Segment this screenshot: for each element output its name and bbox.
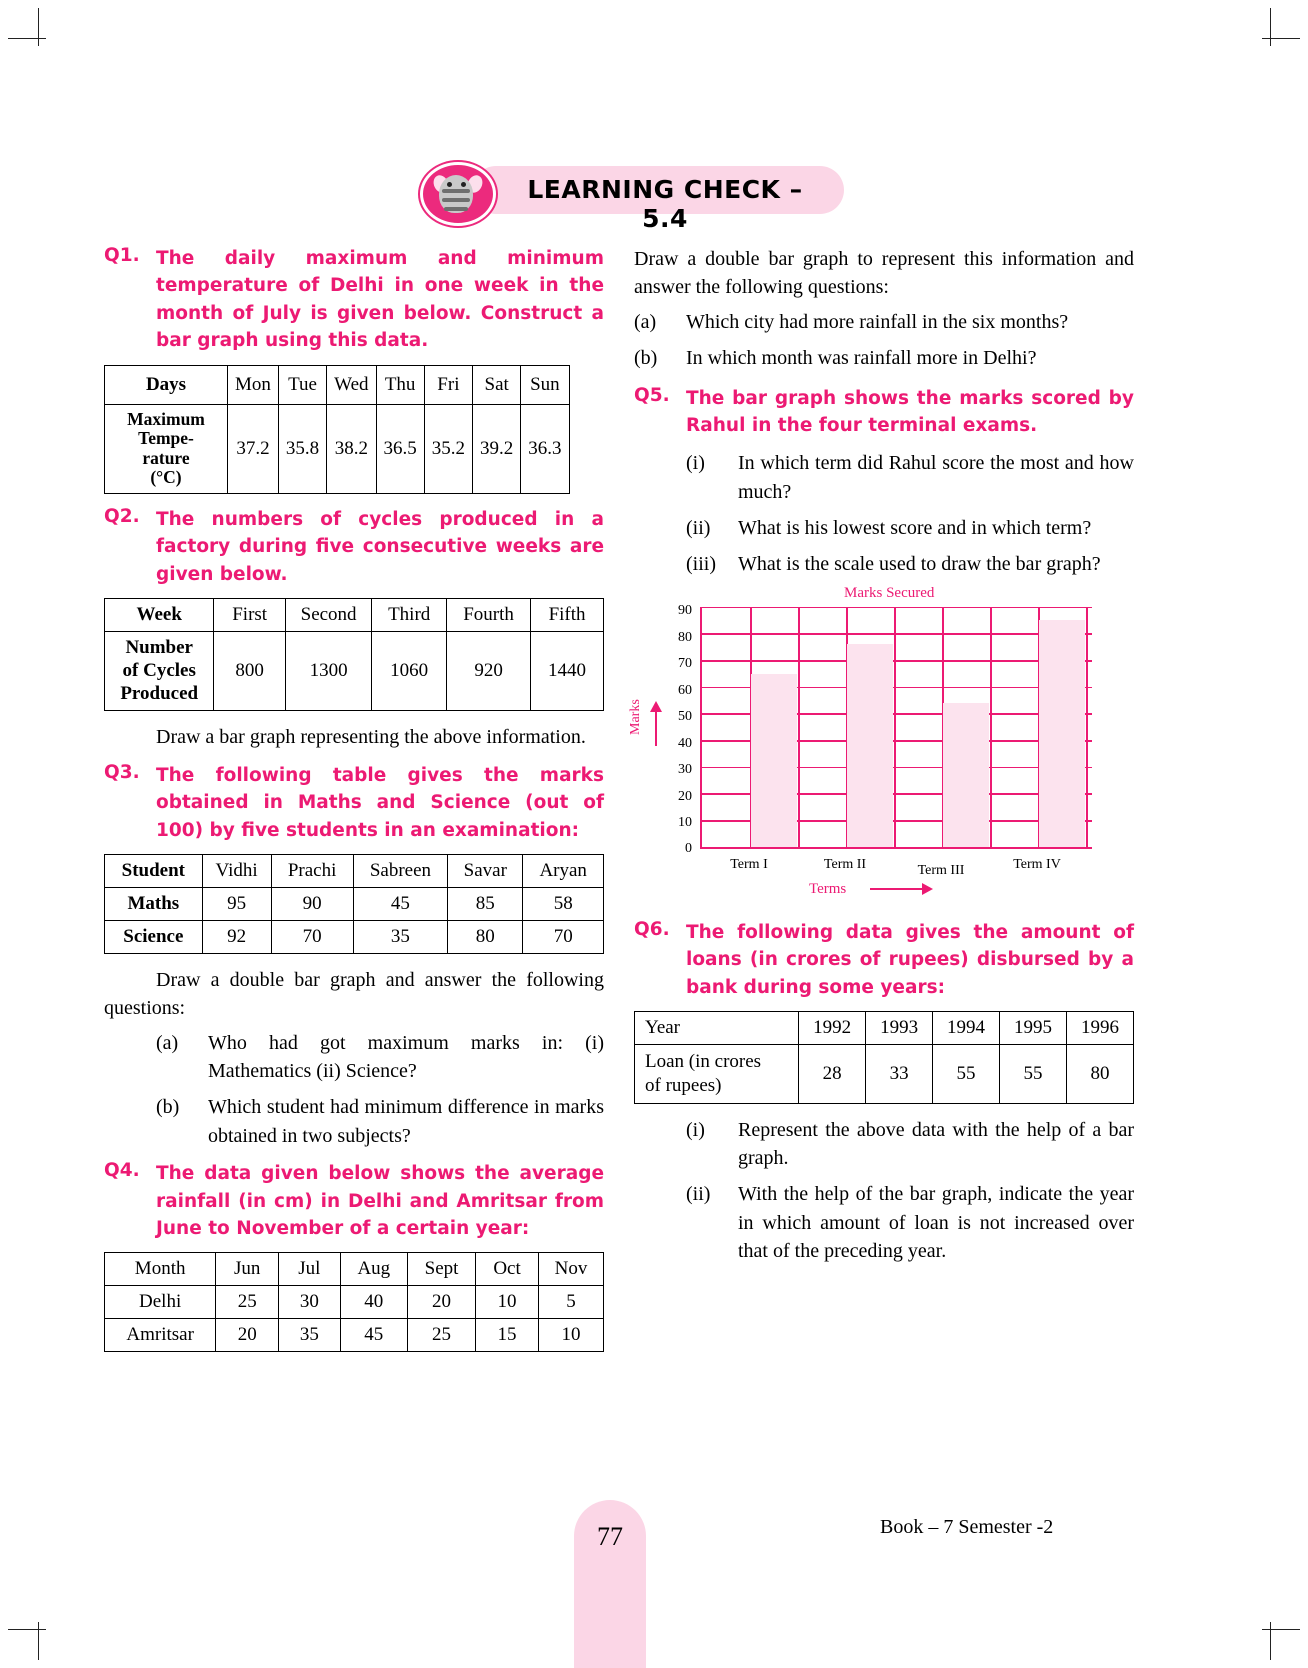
y-tick: 50 <box>678 708 692 724</box>
footer-book-info: Book – 7 Semester -2 <box>880 1516 1054 1538</box>
q4-option-b <box>634 344 1134 372</box>
crop-mark <box>38 8 39 46</box>
t2-h-line1: Number <box>125 637 193 658</box>
marks-bar-chart <box>628 584 1114 905</box>
q5-ii-text: What is his lowest score and in which term? <box>738 517 1092 540</box>
x-axis-arrow-line <box>870 888 922 890</box>
q3-b-text: Which student had minimum difference in marks obtained in two subjects? <box>208 1096 604 1147</box>
q6-option-ii <box>686 1180 1134 1265</box>
table-cell: 25 <box>408 1319 476 1352</box>
t2-h-line2: of Cycles <box>122 659 196 681</box>
table-cell: 30 <box>279 1286 340 1319</box>
table-cell: 28 <box>799 1045 866 1104</box>
crop-mark <box>8 1629 46 1630</box>
t3-row3-header: Science <box>105 920 203 953</box>
t3-row2-header: Maths <box>105 887 203 920</box>
crop-mark <box>1270 1622 1271 1660</box>
table-cell: Nov <box>539 1253 604 1286</box>
table-cell: 20 <box>216 1319 279 1352</box>
table-cycles <box>104 598 604 711</box>
table-row <box>635 1012 1134 1045</box>
t1-row2-header <box>105 404 228 493</box>
q3-option-b <box>156 1093 604 1150</box>
table-cell: Oct <box>475 1253 538 1286</box>
banner-title: LEARNING CHECK – 5.4 <box>527 175 803 233</box>
table-cell: 45 <box>340 1319 408 1352</box>
t1-h-line3: rature <box>142 447 190 468</box>
table-cell: 36.5 <box>376 404 424 493</box>
t4-row1-header: Month <box>105 1253 216 1286</box>
table-cell: 1300 <box>285 632 371 711</box>
table-cell: 90 <box>271 887 353 920</box>
table-cell: Aug <box>340 1253 408 1286</box>
right-column <box>628 245 1134 1268</box>
y-axis-arrow-line <box>655 712 657 746</box>
q6-text: The following data gives the amount of loans (in crores of rupees) disbursed by a bank during some years: <box>686 921 1134 998</box>
q2-number: Q2. <box>104 505 140 527</box>
q4-b-text: In which month was rainfall more in Delhi? <box>686 347 1037 370</box>
y-tick: 20 <box>678 788 692 804</box>
q4-number: Q4. <box>104 1160 140 1182</box>
table-cell: 33 <box>866 1045 933 1104</box>
q4-b-label: (b) <box>634 347 658 370</box>
table-row <box>105 404 570 493</box>
q6-ii-text: With the help of the bar graph, indicate the year in which amount of loan is not increased over that of the preceding year. <box>738 1183 1134 1263</box>
table-cell: 1440 <box>531 632 604 711</box>
q5-i-text: In which term did Rahul score the most and how much? <box>738 452 1134 503</box>
table-cell: Sun <box>521 365 569 404</box>
t5-h-line2: of rupees) <box>645 1074 722 1096</box>
table-cell: 70 <box>523 920 604 953</box>
table-cell: 35 <box>279 1319 340 1352</box>
x-axis-arrow-icon <box>922 883 933 895</box>
q3-text: The following table gives the marks obtained in Maths and Science (out of 100) by five students in an examination: <box>156 764 604 841</box>
t1-row1-header: Days <box>105 365 228 404</box>
table-cell: 40 <box>340 1286 408 1319</box>
y-tick: 80 <box>678 629 692 645</box>
t2-row2-header <box>105 632 214 711</box>
table-cell: Sabreen <box>353 854 447 887</box>
table-cell: 70 <box>271 920 353 953</box>
t5-h-line1: Loan (in crores <box>645 1051 762 1072</box>
page-number: 77 <box>597 1522 623 1551</box>
table-row <box>105 854 604 887</box>
table-cell: 5 <box>539 1286 604 1319</box>
table-cell: Aryan <box>523 854 604 887</box>
table-row <box>105 1286 604 1319</box>
table-cell: Jul <box>279 1253 340 1286</box>
table-cell: 55 <box>933 1045 1000 1104</box>
table-cell: 38.2 <box>327 404 376 493</box>
bar-term-1 <box>751 674 797 847</box>
y-axis-label: Marks <box>628 699 643 735</box>
table-cell: First <box>214 599 285 632</box>
t1-h-line1: Maximum <box>127 408 205 429</box>
table-cell: 1060 <box>372 632 447 711</box>
x-tick: Term II <box>823 856 867 872</box>
x-axis-label: Terms <box>809 880 847 897</box>
table-cell: Jun <box>216 1253 279 1286</box>
table-cell: Fifth <box>531 599 604 632</box>
q2-after-text: Draw a bar graph representing the above information. <box>156 726 586 749</box>
table-cell: Fri <box>424 365 472 404</box>
q6-i-label: (i) <box>686 1118 705 1141</box>
table-cell: 1996 <box>1066 1012 1133 1045</box>
table-cell: 58 <box>523 887 604 920</box>
table-cell: 15 <box>475 1319 538 1352</box>
table-cell: Sat <box>473 365 521 404</box>
table-row <box>635 1045 1134 1104</box>
q5-i-label: (i) <box>686 452 705 475</box>
q5-option-i <box>686 449 1134 506</box>
q6-i-text: Represent the above data with the help of a bar graph. <box>738 1118 1134 1169</box>
t5-row1-header: Year <box>635 1012 799 1045</box>
table-cell: Tue <box>278 365 326 404</box>
question-6 <box>634 919 1134 1001</box>
crop-mark <box>8 38 46 39</box>
q3-a-label: (a) <box>156 1031 179 1054</box>
table-cell: Third <box>372 599 447 632</box>
table-cell: 10 <box>539 1319 604 1352</box>
table-cell: Savar <box>448 854 523 887</box>
table-cell: 1992 <box>799 1012 866 1045</box>
crop-mark <box>38 1622 39 1660</box>
q1-number: Q1. <box>104 245 140 266</box>
table-cell: 35.8 <box>278 404 326 493</box>
q3-number: Q3. <box>104 761 140 783</box>
q3-b-label: (b) <box>156 1096 180 1119</box>
question-3 <box>104 762 604 844</box>
q1-text: The daily maximum and minimum temperature of Delhi in one week in the month of July is given below. Construct a bar graph using this data. <box>156 248 604 352</box>
q4-text: The data given below shows the average rainfall (in cm) in Delhi and Amritsar from June to November of a certain year: <box>156 1163 604 1239</box>
t5-row2-header <box>635 1045 799 1104</box>
t1-h-line4: (°C) <box>150 467 182 488</box>
crop-mark <box>1270 8 1271 46</box>
q4-after-text: Draw a double bar graph to represent this information and answer the following questions: <box>634 248 1134 299</box>
table-row <box>105 1253 604 1286</box>
table-cell: 25 <box>216 1286 279 1319</box>
table-cell: Wed <box>327 365 376 404</box>
chart-plot-area <box>700 607 1092 849</box>
question-1 <box>104 245 604 355</box>
table-cell: 1995 <box>1000 1012 1067 1045</box>
table-cell: 35 <box>353 920 447 953</box>
table-loans <box>634 1011 1134 1104</box>
bee-icon <box>420 162 496 226</box>
table-cell: 1993 <box>866 1012 933 1045</box>
q6-option-i <box>686 1116 1134 1173</box>
table-cell: 20 <box>408 1286 476 1319</box>
q5-iii-label: (iii) <box>686 553 716 576</box>
table-cell: Fourth <box>447 599 531 632</box>
table-cell: 95 <box>202 887 271 920</box>
t1-h-line2: Tempe- <box>138 428 194 449</box>
y-tick: 90 <box>678 602 692 618</box>
table-cell: 37.2 <box>228 404 279 493</box>
table-cell: 85 <box>448 887 523 920</box>
t3-row1-header: Student <box>105 854 203 887</box>
left-column <box>104 245 604 1364</box>
t2-h-line3: Produced <box>120 682 199 704</box>
table-cell: 45 <box>353 887 447 920</box>
table-cell: 35.2 <box>424 404 472 493</box>
q3-after-text: Draw a double bar graph and answer the following questions: <box>104 968 604 1020</box>
table-rainfall <box>104 1252 604 1352</box>
q5-iii-text: What is the scale used to draw the bar graph? <box>738 553 1101 576</box>
y-tick: 60 <box>678 682 692 698</box>
table-cell: Thu <box>376 365 424 404</box>
q5-number: Q5. <box>634 384 670 406</box>
table-cell: 92 <box>202 920 271 953</box>
q4-option-a <box>634 308 1134 336</box>
q2-text: The numbers of cycles produced in a factory during five consecutive weeks are given below. <box>156 508 604 585</box>
t4-row2-header: Delhi <box>105 1286 216 1319</box>
table-cell: 1994 <box>933 1012 1000 1045</box>
table-row <box>105 887 604 920</box>
table-cell: 39.2 <box>473 404 521 493</box>
y-tick: 10 <box>678 814 692 830</box>
q5-text: The bar graph shows the marks scored by Rahul in the four terminal exams. <box>686 387 1134 436</box>
table-cell: Prachi <box>271 854 353 887</box>
crop-mark <box>1262 38 1300 39</box>
x-tick: Term I <box>730 856 768 872</box>
chart-title: Marks Secured <box>844 584 935 601</box>
bar-term-2 <box>847 644 893 847</box>
table-cell: 80 <box>1066 1045 1133 1104</box>
table-cell: 80 <box>448 920 523 953</box>
table-cell: Sept <box>408 1253 476 1286</box>
q3-option-a <box>156 1029 604 1086</box>
question-5 <box>634 385 1134 440</box>
table-cell: 55 <box>1000 1045 1067 1104</box>
y-axis-arrow-icon <box>650 701 662 712</box>
table-marks <box>104 854 604 954</box>
x-tick: Term III <box>917 862 965 878</box>
q5-option-iii <box>686 550 1134 578</box>
x-tick: Term IV <box>1013 856 1061 872</box>
crop-mark <box>1262 1629 1300 1630</box>
table-cell: 920 <box>447 632 531 711</box>
table-row <box>105 599 604 632</box>
table-temperature <box>104 365 570 494</box>
t4-row3-header: Amritsar <box>105 1319 216 1352</box>
table-cell: Vidhi <box>202 854 271 887</box>
y-tick: 40 <box>678 735 692 751</box>
table-cell: Second <box>285 599 371 632</box>
table-row <box>105 632 604 711</box>
q4-a-text: Which city had more rainfall in the six months? <box>686 310 1069 333</box>
y-tick: 30 <box>678 761 692 777</box>
t2-row1-header: Week <box>105 599 214 632</box>
q5-option-ii <box>686 514 1134 542</box>
table-cell: Mon <box>228 365 279 404</box>
question-2 <box>104 506 604 588</box>
table-row <box>105 1319 604 1352</box>
table-row <box>105 920 604 953</box>
question-4 <box>104 1160 604 1242</box>
q4-a-label: (a) <box>634 310 657 333</box>
table-row <box>105 365 570 404</box>
q6-number: Q6. <box>634 918 670 940</box>
bar-term-3 <box>943 703 989 847</box>
y-tick: 70 <box>678 655 692 671</box>
table-cell: 36.3 <box>521 404 569 493</box>
q6-ii-label: (ii) <box>686 1183 711 1206</box>
y-tick: 0 <box>685 840 692 856</box>
table-cell: 10 <box>475 1286 538 1319</box>
q3-a-text: Who had got maximum marks in: (i) Mathematics (ii) Science? <box>208 1031 604 1083</box>
learning-check-banner <box>420 162 850 233</box>
table-cell: 800 <box>214 632 285 711</box>
bar-term-4 <box>1039 620 1085 847</box>
q5-ii-label: (ii) <box>686 517 711 540</box>
